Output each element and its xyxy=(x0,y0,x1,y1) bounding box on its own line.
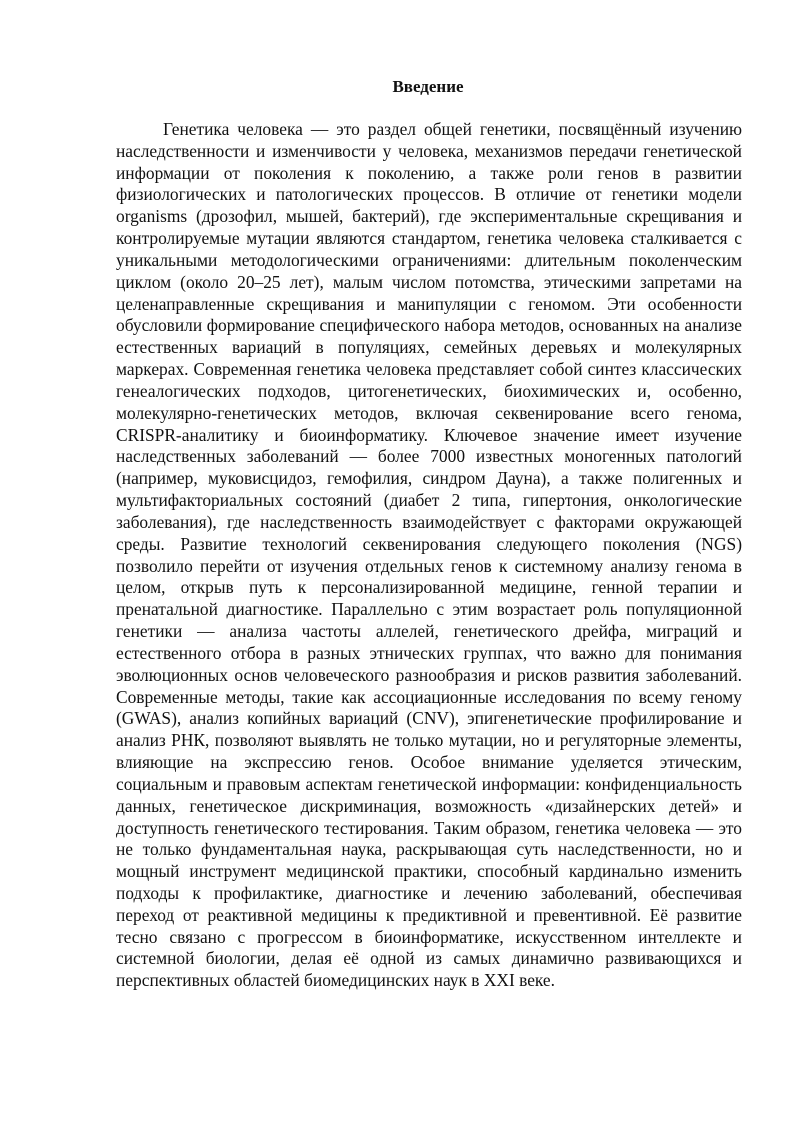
body-paragraph: Генетика человека — это раздел общей генетики, посвящённый изучению наследственности и изменчивости у человека, механизмов передачи генетической информации от поколения к поколению, а также роли генов в развитии физиологических и патологических процессов. В отличие от генетики модели organisms (дрозофил, мышей, бактерий), где экспериментальные скрещивания и контролируемые мутации являются стандартом, генетика человека сталкивается с уникальными методологическими ограничениями: длительным поколенческим циклом (около 20–25 лет), малым числом потомства, этическими запретами на целенаправленные скрещивания и манипуляции с геномом. Эти особенности обусловили формирование специфического набора методов, основанных на анализе естественных вариаций в популяциях, семейных деревьях и молекулярных маркерах. Современная генетика человека представляет собой синтез классических генеалогических подходов, цитогенетических, биохимических и, особенно, молекулярно-генетических методов, включая секвенирование всего генома, CRISPR-аналитику и биоинформатику. Ключевое значение имеет изучение наследственных заболеваний — более 7000 известных моногенных патологий (например, муковисцидоз, гемофилия, синдром Дауна), а также полигенных и мультифакториальных состояний (диабет 2 типа, гипертония, онкологические заболевания), где наследственность взаимодействует с факторами окружающей среды. Развитие технологий секвенирования следующего поколения (NGS) позволило перейти от изучения отдельных генов к системному анализу генома в целом, открыв путь к персонализированной медицине, генной терапии и пренатальной диагностике. Параллельно с этим возрастает роль популяционной генетики — анализа частоты аллелей, генетического дрейфа, миграций и естественного отбора в разных этнических группах, что важно для понимания эволюционных основ человеческого разнообразия и рисков развития заболеваний. Современные методы, такие как ассоциационные исследования по всему геному (GWAS), анализ копийных вариаций (CNV), эпигенетические профилирование и анализ РНК, позволяют выявлять не только мутации, но и регуляторные элементы, влияющие на экспрессию генов. Особое внимание уделяется этическим, социальным и правовым аспектам генетической информации: конфиденциальность данных, генетическое дискриминация, возможность «дизайнерских детей» и доступность генетического тестирования. Таким образом, генетика человека — это не только фундаментальная наука, раскрывающая суть наследственности, но и мощный инструмент медицинской практики, способный кардинально изменить подходы к профилактике, диагностике и лечению заболеваний, обеспечивая переход от реактивной медицины к предиктивной и превентивной. Её развитие тесно связано с прогрессом в биоинформатике, искусственном интеллекте и системной биологии, делая её одной из самых динамично развивающихся и перспективных областей биомедицинских наук в XXI веке. xyxy=(116,119,742,991)
section-title: Введение xyxy=(392,77,464,96)
